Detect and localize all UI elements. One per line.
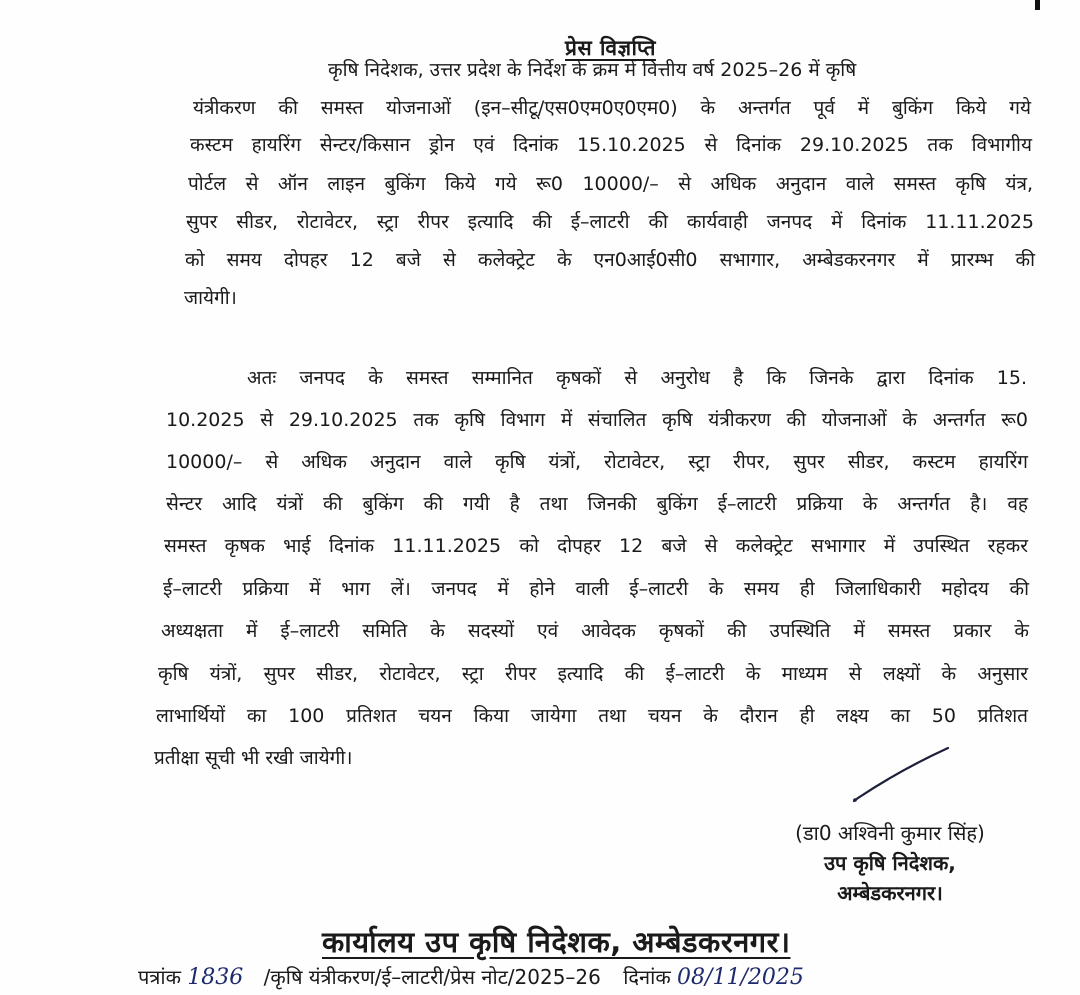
paragraph-2-line-3: 10000/– से अधिक अनुदान वाले कृषि यंत्रों, रोटावेटर, स्ट्रा रीपर, सुपर सीडर, कस्टम हायरिंग bbox=[166, 451, 1028, 473]
paragraph-2-line-5: समस्त कृषक भाई दिनांक 11.11.2025 को दोपहर 12 बजे से कलेक्ट्रेट सभागार में उपस्थित रहकर bbox=[164, 535, 1028, 557]
reference-line bbox=[138, 963, 804, 990]
paragraph-1-line-7: जायेगी। bbox=[184, 287, 237, 309]
signatory-designation: उप कृषि निदेशक, bbox=[824, 851, 956, 875]
reference-number: 1836 bbox=[187, 965, 244, 990]
paragraph-2-line-1: अतः जनपद के समस्त सम्मानित कृषकों से अनुरोध है कि जिनके द्वारा दिनांक 15. bbox=[247, 367, 1027, 389]
signature-mark-icon bbox=[830, 740, 950, 810]
office-heading: कार्यालय उप कृषि निदेशक, अम्बेडकरनगर। bbox=[322, 925, 791, 959]
paragraph-1-line-2: यंत्रीकरण की समस्त योजनाओं (इन–सीटू/एस0एम0ए0एम0) के अन्तर्गत पूर्व में बुकिंग किये गये bbox=[193, 97, 1031, 119]
date-label: दिनांक bbox=[623, 965, 671, 989]
reference-date: 08/11/2025 bbox=[677, 965, 804, 990]
paragraph-2-line-4: सेन्टर आदि यंत्रों की बुकिंग की गयी है तथा जिनकी बुकिंग ई–लाटरी प्रक्रिया के अन्तर्गत है। वह bbox=[166, 493, 1028, 515]
reference-label: पत्रांक bbox=[138, 965, 181, 989]
paragraph-1-line-5: सुपर सीडर, रोटावेटर, स्ट्रा रीपर इत्यादि की ई–लाटरी की कार्यवाही जनपद में दिनांक 11.11.2025 bbox=[186, 211, 1034, 233]
paragraph-2-line-9: लाभार्थियों का 100 प्रतिशत चयन किया जायेगा तथा चयन के दौरान ही लक्ष्य का 50 प्रतिशत bbox=[156, 705, 1028, 727]
paragraph-1-line-4: पोर्टल से ऑन लाइन बुकिंग किये गये रू0 10000/– से अधिक अनुदान वाले समस्त कृषि यंत्र, bbox=[188, 173, 1033, 195]
paragraph-1-line-1: कृषि निदेशक, उत्तर प्रदेश के निर्देश के क्रम में वित्तीय वर्ष 2025–26 में कृषि bbox=[328, 59, 857, 81]
scan-edge-mark bbox=[1035, 0, 1040, 10]
signatory-name: (डा0 अश्विनी कुमार सिंह) bbox=[795, 821, 985, 845]
reference-path: /कृषि यंत्रीकरण/ई–लाटरी/प्रेस नोट/2025–26 bbox=[263, 965, 601, 989]
paragraph-2-line-2: 10.2025 से 29.10.2025 तक कृषि विभाग में संचालित कृषि यंत्रीकरण की योजनाओं के अन्तर्गत रू0 bbox=[166, 409, 1028, 431]
paragraph-1-line-6: को समय दोपहर 12 बजे से कलेक्ट्रेट के एन0आई0सी0 सभागार, अम्बेडकरनगर में प्रारम्भ की bbox=[185, 249, 1035, 271]
paragraph-2-line-8: कृषि यंत्रों, सुपर सीडर, रोटावेटर, स्ट्रा रीपर इत्यादि की ई–लाटरी के माध्यम से लक्ष्यों के अनुसार bbox=[158, 663, 1028, 685]
document-title: प्रेस विज्ञप्ति bbox=[565, 36, 656, 60]
paragraph-2-line-6: ई–लाटरी प्रक्रिया में भाग लें। जनपद में होने वाली ई–लाटरी के समय ही जिलाधिकारी महोदय की bbox=[163, 578, 1029, 600]
paragraph-1-line-3: कस्टम हायरिंग सेन्टर/किसान ड्रोन एवं दिनांक 15.10.2025 से दिनांक 29.10.2025 तक विभागीय bbox=[190, 134, 1032, 156]
signatory-block bbox=[765, 818, 1015, 908]
paragraph-2-line-7: अध्यक्षता में ई–लाटरी समिति के सदस्यों एवं आवेदक कृषकों की उपस्थिति में समस्त प्रकार के bbox=[161, 620, 1029, 642]
signatory-location: अम्बेडकरनगर। bbox=[837, 881, 943, 905]
paragraph-2-line-10: प्रतीक्षा सूची भी रखी जायेगी। bbox=[154, 747, 353, 769]
